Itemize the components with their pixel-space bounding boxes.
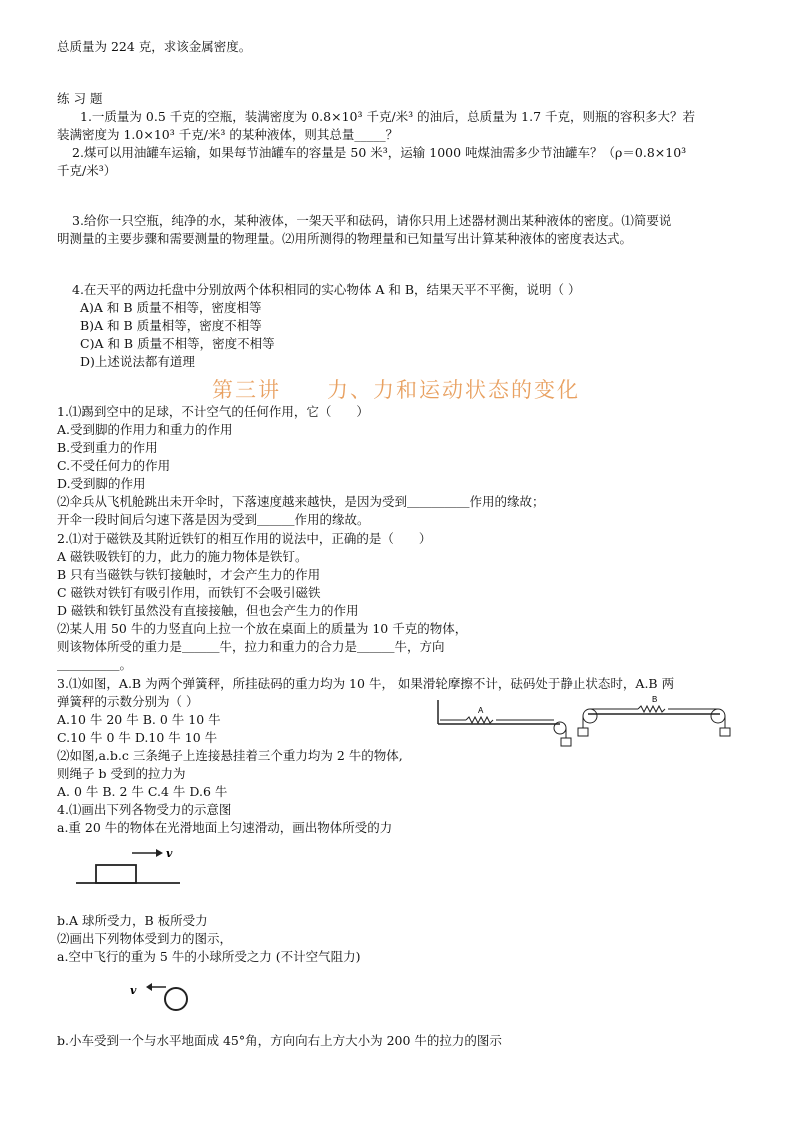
intro-line: 总质量为 224 克，求该金属密度。 bbox=[57, 39, 252, 54]
ball-velocity-label: v bbox=[130, 984, 137, 997]
lec-p3-options1: A.10 牛 20 牛 B. 0 牛 10 牛 bbox=[57, 712, 221, 727]
ex-q1-line2: 装满密度为 1.0×10³ 千克/米³ 的某种液体，则其总量_____？ bbox=[57, 127, 399, 142]
lec-p4a: 4.⑴画出下列各物受力的示意图 bbox=[57, 802, 232, 817]
lec-p1b-line1: ⑵伞兵从飞机舱跳出未开伞时，下落速度越来越快，是因为受到＿＿＿＿＿作用的缘故； bbox=[57, 494, 545, 509]
lec-p4b: a.重 20 牛的物体在光滑地面上匀速滑动，画出物体所受的力 bbox=[57, 820, 393, 835]
lec-p2-option: C 磁铁对铁钉有吸引作用，而铁钉不会吸引磁铁 bbox=[57, 585, 321, 600]
ex-q4-option: C)A 和 B 质量不相等，密度不相等 bbox=[80, 336, 275, 351]
spring-a-label: A bbox=[478, 706, 484, 715]
ex-q4: 4.在天平的两边托盘中分别放两个体积相同的实心物体 A 和 B，结果天平不平衡，说明（ ） bbox=[72, 282, 581, 297]
ball-figure bbox=[128, 975, 198, 1015]
ex-q2-line1: 2.煤可以用油罐车运输，如果每节油罐车的容量是 50 米³，运输 1000 吨煤油需多少节油罐车？（ρ＝0.8×10³ bbox=[72, 145, 687, 160]
lec-p1-option: B.受到重力的作用 bbox=[57, 440, 158, 455]
lec-p3c: ⑵如图,a.b.c 三条绳子上连接悬挂着三个重力均为 2 牛的物体, bbox=[57, 748, 403, 763]
ex-q2-line2: 千克/米³） bbox=[57, 163, 117, 178]
spring-scale-figure-b bbox=[578, 690, 758, 745]
lec-p3-line1: 3.⑴如图，A.B 为两个弹簧秤，所挂砝码的重力均为 10 牛， 如果滑轮摩擦不计，砝码处于静止状态时，A.B 两 bbox=[57, 676, 675, 691]
spring-b-label: B bbox=[652, 695, 658, 704]
lec-p2-option: A 磁铁吸铁钉的力，此力的施力物体是铁钉。 bbox=[57, 549, 308, 564]
lec-p1b-line2: 开伞一段时间后匀速下落是因为受到＿＿＿作用的缘故。 bbox=[57, 512, 370, 527]
exercise-heading: 练 习 题 bbox=[57, 91, 103, 106]
lec-p2-option: B 只有当磁铁与铁钉接触时，才会产生力的作用 bbox=[57, 567, 321, 582]
velocity-label: v bbox=[166, 847, 173, 860]
block-on-ground-figure bbox=[76, 845, 186, 890]
lec-p3-line2: 弹簧秤的示数分别为（ ） bbox=[57, 694, 199, 709]
ex-q4-option: B)A 和 B 质量相等，密度不相等 bbox=[80, 318, 262, 333]
lec-p3-options2: C.10 牛 0 牛 D.10 牛 10 牛 bbox=[57, 730, 218, 745]
lec-p4f: b.小车受到一个与水平地面成 45°角，方向向右上方大小为 200 牛的拉力的图示 bbox=[57, 1033, 502, 1048]
lec-p4c: b.A 球所受力，B 板所受力 bbox=[57, 913, 208, 928]
ex-q3-line2: 明测量的主要步骤和需要测量的物理量。⑵用所测得的物理量和已知量写出计算某种液体的密度表达式。 bbox=[57, 231, 633, 246]
ex-q1-line1: 1.一质量为 0.5 千克的空瓶，装满密度为 0.8×10³ 千克/米³ 的油后，总质量为 1.7 千克，则瓶的容积多大？若 bbox=[80, 109, 695, 124]
lec-p2b-line3: ＿＿＿＿＿。 bbox=[57, 657, 133, 672]
lecture-title: 第三讲 力、力和运动状态的变化 bbox=[212, 378, 580, 402]
lec-p3d: 则绳子 b 受到的拉力为 bbox=[57, 766, 186, 781]
lec-p2: 2.⑴对于磁铁及其附近铁钉的相互作用的说法中，正确的是（ ） bbox=[57, 531, 432, 546]
ex-q4-option: D)上述说法都有道理 bbox=[80, 354, 195, 369]
lec-p1: 1.⑴踢到空中的足球，不计空气的任何作用，它（ ） bbox=[57, 404, 369, 419]
lec-p1-option: A.受到脚的作用力和重力的作用 bbox=[57, 422, 233, 437]
lec-p1-option: D.受到脚的作用 bbox=[57, 476, 146, 491]
lec-p2b-line1: ⑵某人用 50 牛的力竖直向上拉一个放在桌面上的质量为 10 千克的物体， bbox=[57, 621, 468, 636]
lec-p4e: a.空中飞行的重为 5 牛的小球所受之力 (不计空气阻力) bbox=[57, 949, 361, 964]
lec-p4d: ⑵画出下列物体受到力的图示， bbox=[57, 931, 233, 946]
lec-p3-options3: A. 0 牛 B. 2 牛 C.4 牛 D.6 牛 bbox=[57, 784, 228, 799]
ex-q3-line1: 3.给你一只空瓶，纯净的水，某种液体，一架天平和砝码，请你只用上述器材测出某种液体的密度。⑴简要说 bbox=[72, 213, 672, 228]
lec-p2-option: D 磁铁和铁钉虽然没有直接接触，但也会产生力的作用 bbox=[57, 603, 359, 618]
spring-scale-figure-a bbox=[436, 700, 586, 750]
lec-p1-option: C.不受任何力的作用 bbox=[57, 458, 171, 473]
lec-p2b-line2: 则该物体所受的重力是＿＿＿牛，拉力和重力的合力是＿＿＿牛，方向 bbox=[57, 639, 445, 654]
ex-q4-option: A)A 和 B 质量不相等，密度相等 bbox=[80, 300, 262, 315]
